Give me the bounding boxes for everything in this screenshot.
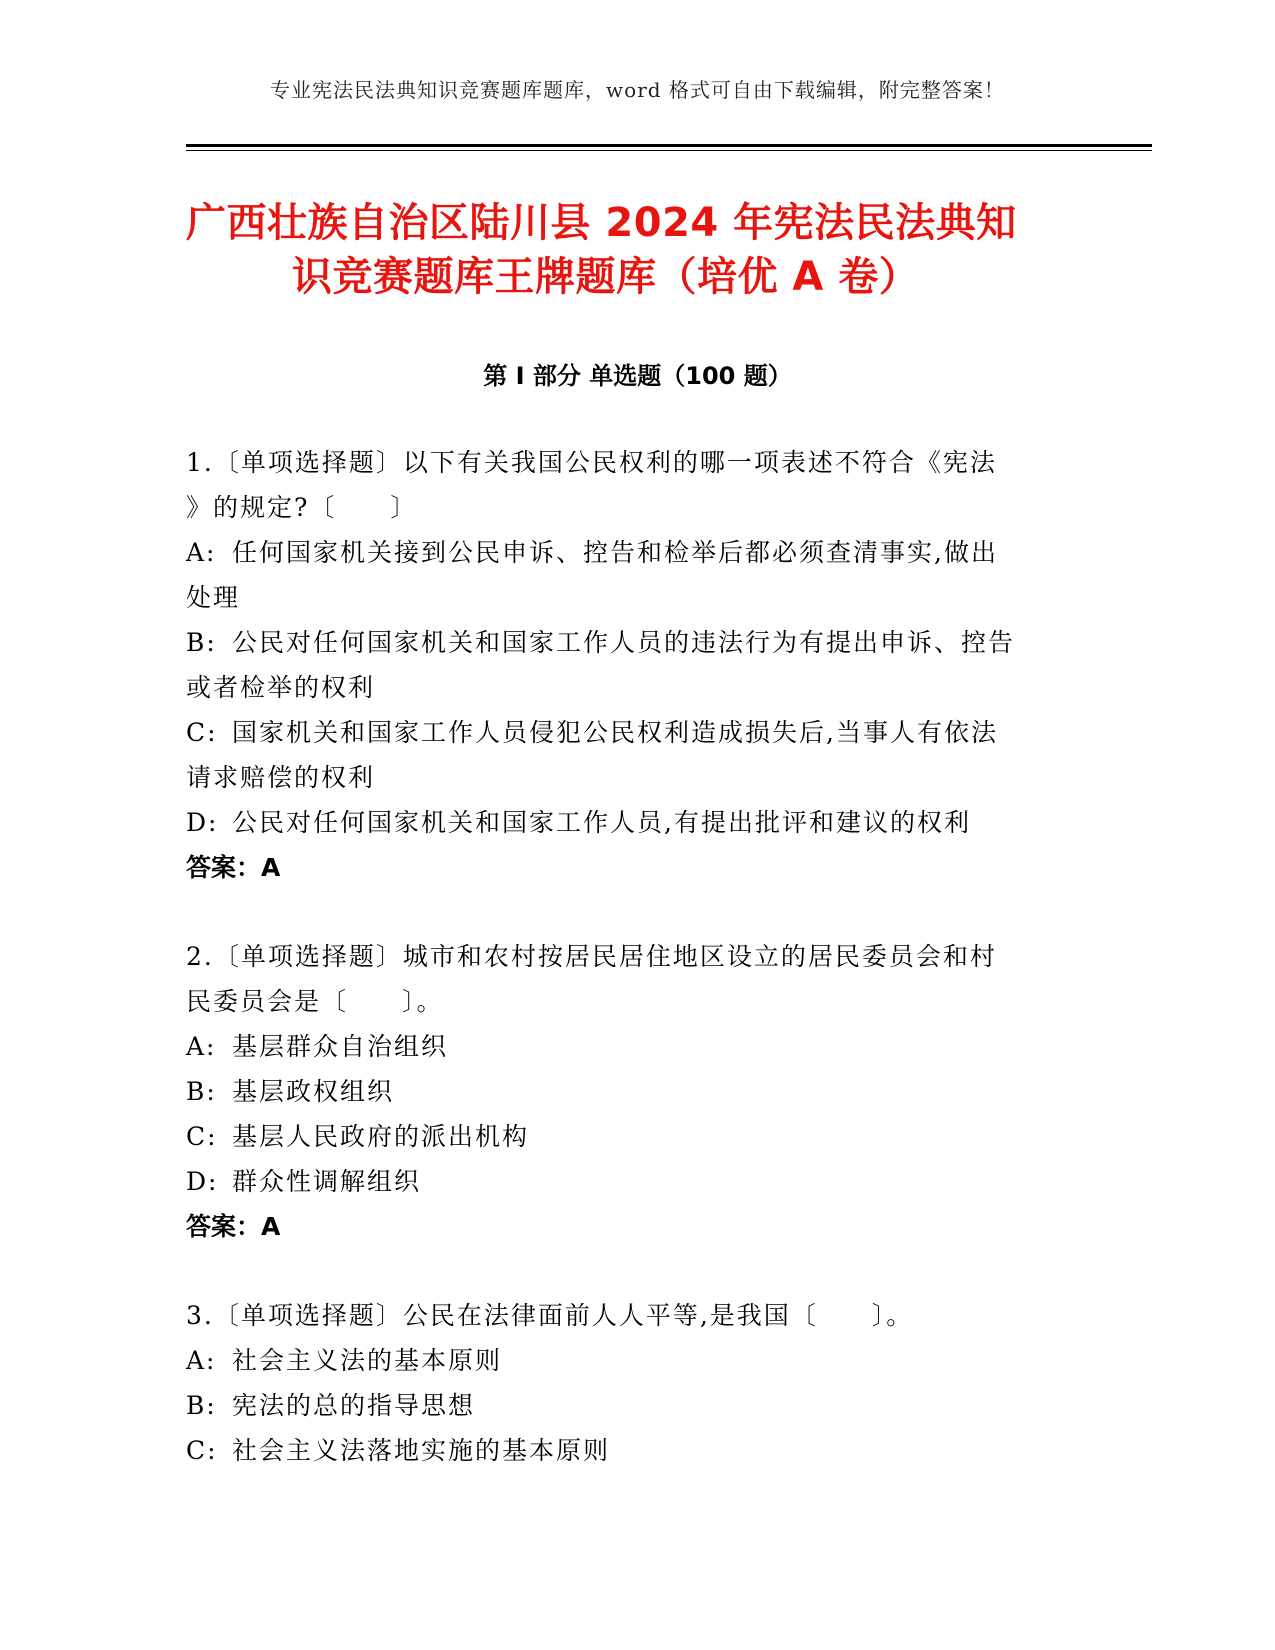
option-label: A: [186,538,217,567]
option-d [186,800,1086,845]
option-b-continuation: 或者检举的权利 [186,673,376,702]
question-2 [186,934,1086,1249]
option-a-continuation: 处理 [186,583,241,612]
question-stem-line: 》的规定?〔 〕 [186,493,418,522]
option-a [186,1024,1086,1069]
option-text: 宪法的总的指导思想 [232,1391,476,1420]
option-text: 国家机关和国家工作人员侵犯公民权利造成损失后,当事人有依法 [232,718,998,747]
header-rule-thick [186,144,1152,147]
question-1 [186,440,1086,890]
option-label: B: [186,628,217,657]
answer: 答案：A [186,1212,281,1241]
option-label: D: [186,1167,219,1196]
option-c-continuation: 请求赔偿的权利 [186,763,376,792]
option-d [186,1159,1086,1204]
option-label: C: [186,1122,218,1151]
option-text: 群众性调解组织 [232,1167,422,1196]
header-note: 专业宪法民法典知识竞赛题库题库，word 格式可自由下载编辑，附完整答案！ [270,78,1005,102]
question-list [186,440,1086,1517]
option-text: 公民对任何国家机关和国家工作人员的违法行为有提出申诉、控告 [232,628,1016,657]
option-text: 基层群众自治组织 [232,1032,449,1061]
option-b [186,1383,1086,1428]
option-b [186,620,1086,665]
option-b [186,1069,1086,1114]
option-text: 社会主义法落地实施的基本原则 [232,1436,611,1465]
question-3 [186,1293,1086,1473]
question-stem-line: 3.〔单项选择题〕公民在法律面前人人平等,是我国〔 〕。 [186,1301,914,1330]
answer: 答案：A [186,853,281,882]
title-line-1: 广西壮族自治区陆川县 2024 年宪法民法典知 [186,200,1017,246]
option-c [186,1114,1086,1159]
option-text: 公民对任何国家机关和国家工作人员,有提出批评和建议的权利 [232,808,971,837]
option-c [186,710,1086,755]
question-stem-line: 民委员会是〔 〕。 [186,987,444,1016]
option-text: 社会主义法的基本原则 [232,1346,503,1375]
question-stem-line: 1.〔单项选择题〕以下有关我国公民权利的哪一项表述不符合《宪法 [186,448,997,477]
section-heading: 第 I 部分 单选题（100 题） [483,362,792,390]
option-a [186,530,1086,575]
option-label: A: [186,1032,217,1061]
option-label: C: [186,1436,218,1465]
option-label: B: [186,1391,217,1420]
option-a [186,1338,1086,1383]
option-label: C: [186,718,218,747]
header-rule-thin [186,150,1152,151]
option-text: 基层人民政府的派出机构 [232,1122,530,1151]
question-stem-line: 2.〔单项选择题〕城市和农村按居民居住地区设立的居民委员会和村 [186,942,997,971]
option-c [186,1428,1086,1473]
option-label: B: [186,1077,217,1106]
document-title [186,196,1096,304]
option-text: 基层政权组织 [232,1077,395,1106]
option-label: D: [186,808,219,837]
title-line-2: 识竞赛题库王牌题库（培优 A 卷） [292,254,920,300]
option-label: A: [186,1346,217,1375]
option-text: 任何国家机关接到公民申诉、控告和检举后都必须查清事实,做出 [232,538,998,567]
